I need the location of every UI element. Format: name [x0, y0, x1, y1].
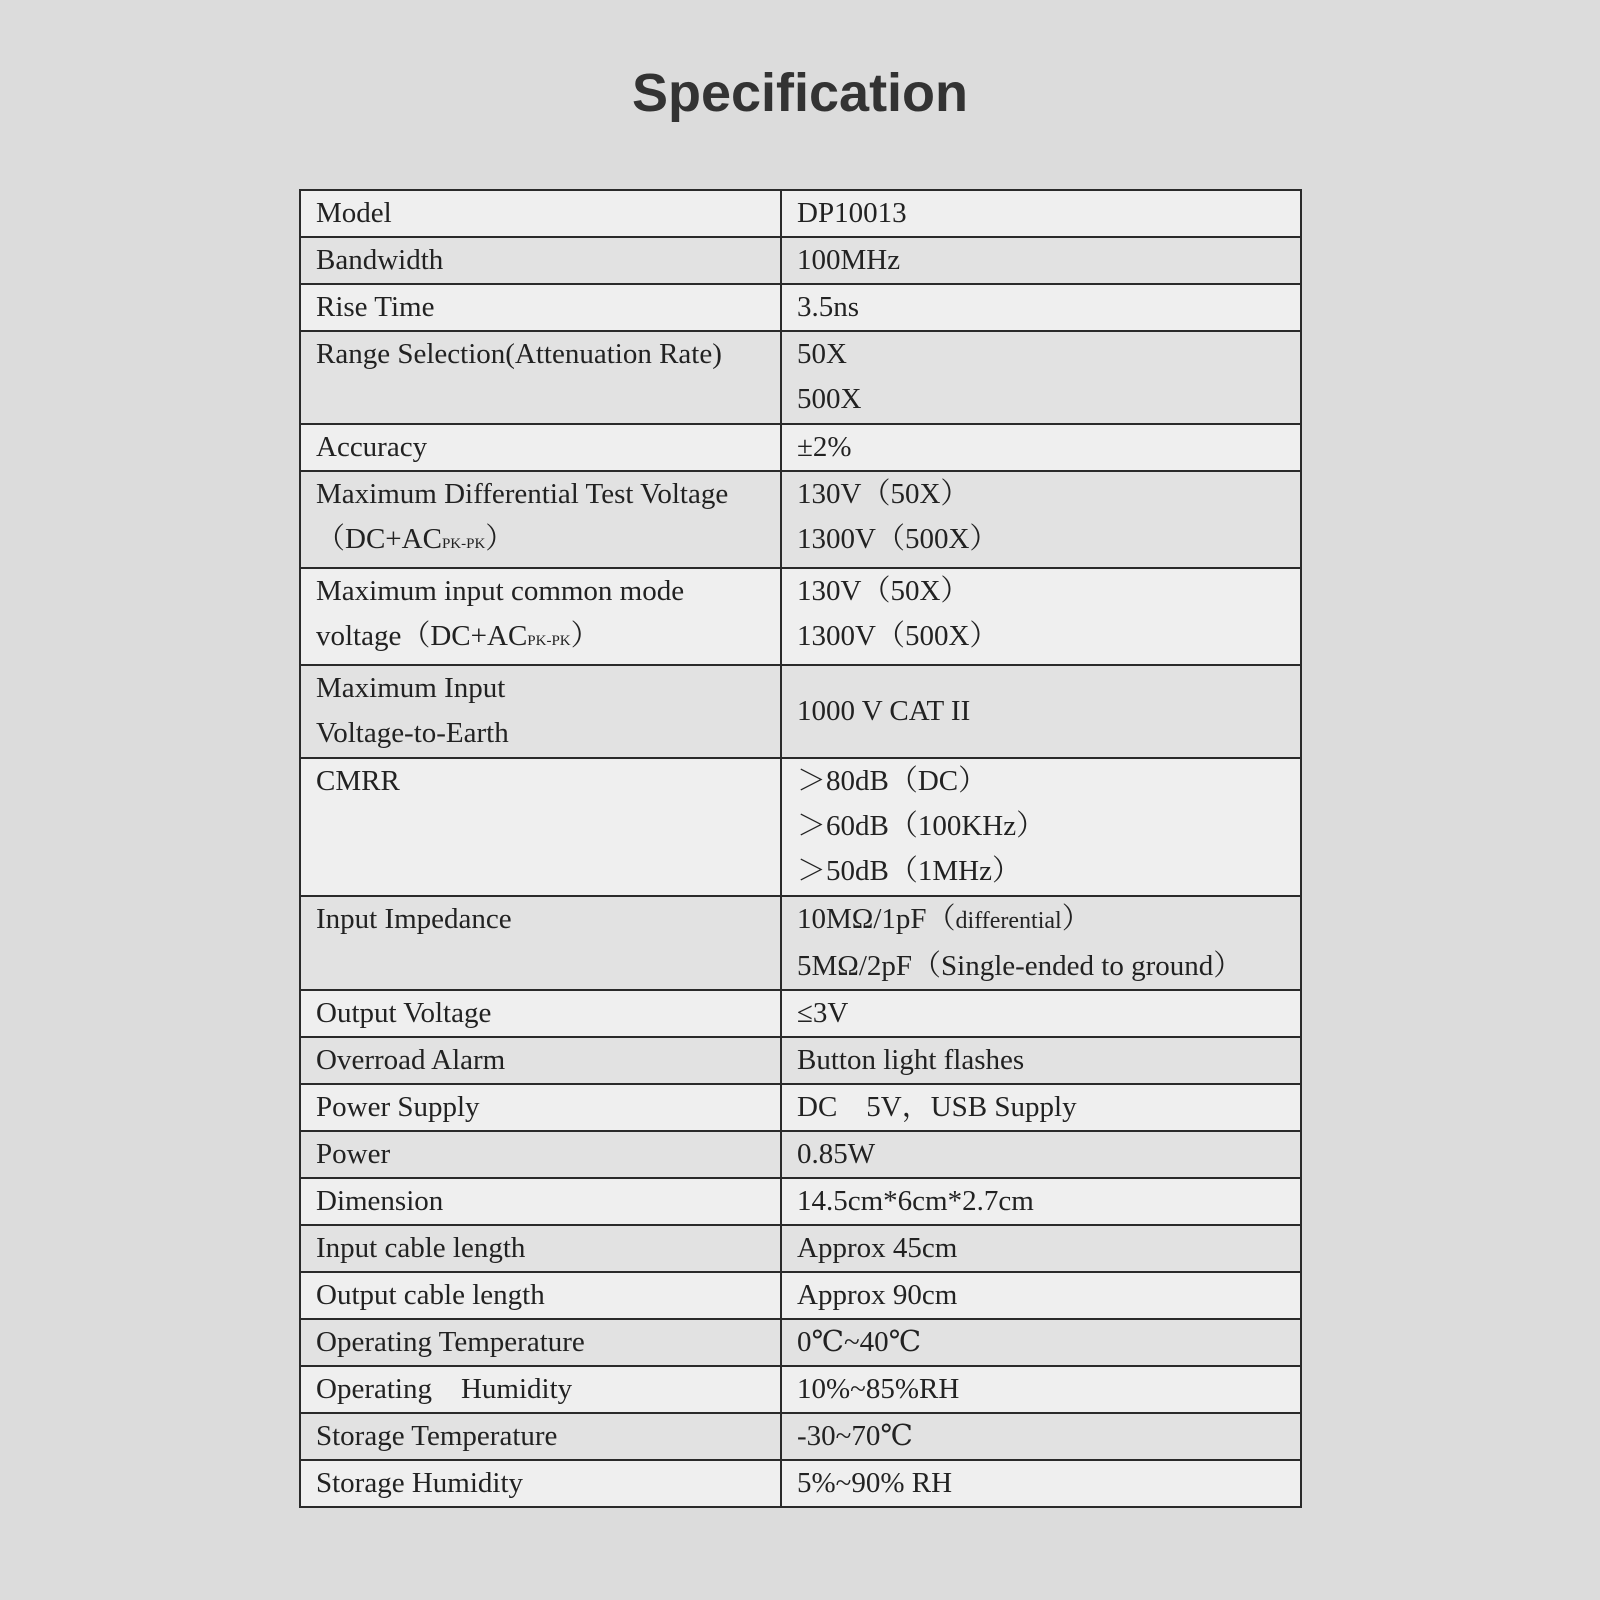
table-row [300, 1460, 1301, 1507]
label-text [316, 517, 765, 567]
value-text: differential [955, 908, 1062, 934]
table-row [300, 1037, 1301, 1084]
table-row [300, 1225, 1301, 1272]
value-text: Approx 90cm [797, 1279, 958, 1311]
value-text: 50X [797, 338, 847, 370]
label-text: Storage Temperature [316, 1420, 558, 1452]
spec-value [781, 896, 1301, 990]
spec-value [781, 1460, 1301, 1507]
value-text: 1300V（500X） [797, 523, 999, 555]
value-text: 0.85W [797, 1138, 876, 1170]
label-text: Range Selection(Attenuation Rate) [316, 338, 722, 370]
table-row [300, 990, 1301, 1037]
label-text: Operating Humidity [316, 1373, 573, 1405]
value-text: ≤3V [797, 997, 849, 1029]
value-text: ±2% [797, 431, 852, 463]
label-text: ） [570, 620, 600, 652]
spec-label [300, 237, 781, 284]
value-text: 130V（50X） [797, 575, 970, 607]
label-text: Maximum Differential Test Voltage [316, 478, 729, 510]
value-text: -30~70℃ [797, 1420, 913, 1452]
label-text: Bandwidth [316, 244, 444, 276]
spec-value [781, 1366, 1301, 1413]
value-text: 1000 V CAT II [797, 695, 971, 727]
specification-table [299, 189, 1302, 1508]
spec-value [781, 758, 1301, 896]
value-text: 10MΩ/1pF（ [797, 903, 956, 935]
label-text: Voltage-to-Earth [316, 717, 509, 749]
spec-label [300, 568, 781, 665]
table-row [300, 1272, 1301, 1319]
spec-value [781, 471, 1301, 568]
label-text: voltage（DC+AC [316, 620, 528, 652]
table-row [300, 424, 1301, 471]
spec-label [300, 1366, 781, 1413]
label-text: Accuracy [316, 431, 428, 463]
table-row [300, 1319, 1301, 1366]
spec-value [781, 990, 1301, 1037]
value-text: ） [1061, 903, 1091, 935]
value-text [797, 897, 1285, 944]
value-text: 0℃~40℃ [797, 1326, 922, 1358]
value-text: ＞80dB（DC） [797, 765, 988, 797]
spec-value [781, 1084, 1301, 1131]
subscript-text: PK-PK [527, 633, 571, 649]
label-text: （DC+AC [316, 523, 442, 555]
label-text: Storage Humidity [316, 1467, 524, 1499]
value-text: DP10013 [797, 197, 907, 229]
table-row [300, 331, 1301, 424]
label-text: Output Voltage [316, 997, 492, 1029]
spec-value [781, 1178, 1301, 1225]
spec-value [781, 1413, 1301, 1460]
value-text: ＞50dB（1MHz） [797, 855, 1021, 887]
table-row [300, 190, 1301, 237]
spec-value [781, 331, 1301, 424]
spec-label [300, 424, 781, 471]
spec-label [300, 1319, 781, 1366]
table-row [300, 1413, 1301, 1460]
page-title: Specification [631, 63, 969, 123]
spec-label [300, 284, 781, 331]
value-text: 10%~85%RH [797, 1373, 960, 1405]
spec-label [300, 1272, 781, 1319]
spec-value [781, 237, 1301, 284]
label-text: CMRR [316, 765, 400, 797]
label-text: Dimension [316, 1185, 444, 1217]
table-row [300, 284, 1301, 331]
table-row [300, 471, 1301, 568]
label-text [316, 614, 765, 664]
value-text: 1300V（500X） [797, 620, 999, 652]
value-text: Approx 45cm [797, 1232, 958, 1264]
label-text: Maximum input common mode [316, 575, 685, 607]
spec-value [781, 284, 1301, 331]
value-text: ＞60dB（100KHz） [797, 810, 1046, 842]
table-row [300, 568, 1301, 665]
label-text: Power Supply [316, 1091, 480, 1123]
spec-label [300, 1131, 781, 1178]
spec-label [300, 1413, 781, 1460]
label-text: Power [316, 1138, 391, 1170]
table-row [300, 1131, 1301, 1178]
value-text: 130V（50X） [797, 478, 970, 510]
spec-label [300, 758, 781, 896]
label-text: Model [316, 197, 392, 229]
spec-label [300, 665, 781, 758]
label-text: Rise Time [316, 291, 435, 323]
value-text: 100MHz [797, 244, 901, 276]
spec-value [781, 1225, 1301, 1272]
table-row [300, 896, 1301, 990]
table-row [300, 237, 1301, 284]
spec-label [300, 990, 781, 1037]
spec-label [300, 190, 781, 237]
spec-value [781, 190, 1301, 237]
label-text: ） [485, 523, 515, 555]
spec-label [300, 1225, 781, 1272]
value-text: 500X [797, 383, 862, 415]
spec-value [781, 1131, 1301, 1178]
spec-label [300, 1037, 781, 1084]
label-text: Output cable length [316, 1279, 545, 1311]
label-text: Input cable length [316, 1232, 526, 1264]
spec-label [300, 331, 781, 424]
subscript-text: PK-PK [441, 536, 486, 552]
value-text: 5%~90% RH [797, 1467, 953, 1499]
value-text: DC 5V，USB Supply [797, 1091, 1077, 1123]
table-row [300, 1178, 1301, 1225]
table-row [300, 758, 1301, 896]
spec-value [781, 1272, 1301, 1319]
label-text: Input Impedance [316, 903, 512, 935]
spec-value [781, 665, 1301, 758]
value-text: 5MΩ/2pF（Single-ended to ground） [797, 950, 1243, 982]
spec-value [781, 568, 1301, 665]
spec-value [781, 1037, 1301, 1084]
value-text: 14.5cm*6cm*2.7cm [797, 1185, 1034, 1217]
label-text: Operating Temperature [316, 1326, 585, 1358]
label-text: Maximum Input [316, 672, 506, 704]
table-row [300, 1366, 1301, 1413]
spec-label [300, 896, 781, 990]
label-text: Overroad Alarm [316, 1044, 506, 1076]
spec-value [781, 424, 1301, 471]
table-row [300, 1084, 1301, 1131]
value-text: Button light flashes [797, 1044, 1025, 1076]
table-row [300, 665, 1301, 758]
spec-label [300, 1178, 781, 1225]
value-text: 3.5ns [797, 291, 860, 323]
spec-label [300, 1460, 781, 1507]
spec-value [781, 1319, 1301, 1366]
spec-label [300, 471, 781, 568]
spec-label [300, 1084, 781, 1131]
